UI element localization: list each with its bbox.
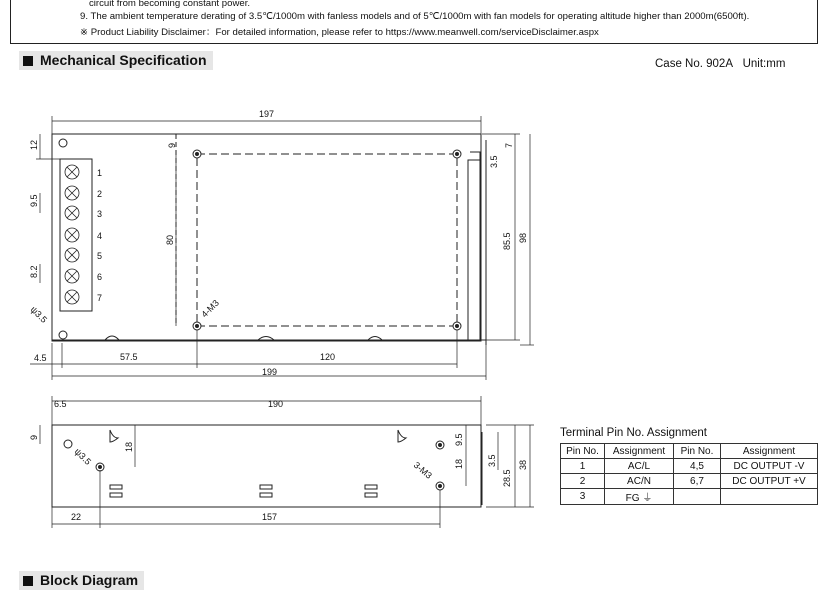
label-ground-hole-side: ψ3.5	[72, 446, 94, 467]
table-row	[561, 474, 818, 489]
table-header-row	[561, 444, 818, 459]
col-header: Pin No.	[561, 444, 605, 459]
terminal-numbers	[97, 168, 102, 303]
dim-side-hole-span: 157	[262, 512, 278, 522]
terminal-number: 6	[97, 272, 103, 282]
dim-side-offset: 6.5	[54, 399, 67, 409]
dim-hole-top: 9	[167, 142, 177, 148]
mechanical-spec-title: Mechanical Specification	[40, 52, 207, 68]
dim-terminal-pitch-a: 9.5	[29, 194, 39, 207]
dim-side-height-a: 9	[29, 434, 39, 440]
dim-right-top-b: 3.5	[489, 155, 499, 168]
table-row	[561, 489, 818, 505]
heading-square-icon	[23, 576, 33, 586]
dim-side-hole-offset: 22	[71, 512, 82, 522]
dim-side-height-c: 18	[454, 458, 464, 469]
terminal-number: 4	[97, 231, 103, 241]
dim-side-height-f: 28.5	[502, 469, 512, 487]
table-cell: 6,7	[674, 474, 721, 489]
table-cell: DC OUTPUT +V	[721, 474, 818, 489]
case-number: Case No. 902A	[655, 58, 733, 70]
table-cell: AC/N	[605, 474, 674, 489]
terminal-number: 1	[97, 168, 103, 178]
block-diagram-title: Block Diagram	[40, 572, 139, 588]
top-view-dashed-outline	[197, 154, 457, 326]
dim-width-base: 199	[262, 367, 278, 377]
unit-label: Unit:mm	[742, 58, 786, 70]
terminal-table	[560, 443, 818, 505]
terminal-table-title: Terminal Pin No. Assignment	[560, 427, 708, 439]
table-cell: AC/L	[605, 459, 674, 474]
table-cell: DC OUTPUT -V	[721, 459, 818, 474]
dim-terminal-pitch-b: 8.2	[29, 265, 39, 278]
table-cell: 1	[561, 459, 605, 474]
table-cell	[721, 489, 818, 505]
note-line-1: circuit from becoming constant power.	[89, 0, 251, 9]
table-row	[561, 459, 818, 474]
dim-hole-vertical: 80	[165, 234, 175, 245]
dim-side-height-d: 9.5	[454, 433, 464, 446]
table-cell: 3	[561, 489, 605, 505]
note-line-2: 9. The ambient temperature derating of 3.5℃/1000m with fanless models and of 5℃/1000m with fan models for operating altitude higher than 2000m(6500ft).	[80, 11, 750, 22]
dim-width-total: 197	[259, 109, 275, 119]
terminal-number: 5	[97, 251, 103, 261]
dim-side-height-e: 3.5	[487, 454, 497, 467]
label-mount-holes-side: 3-M3	[411, 459, 434, 481]
label-mount-holes-top: 4-M3	[199, 297, 221, 320]
dim-offset-left: 4.5	[34, 353, 47, 363]
terminal-number: 7	[97, 293, 103, 303]
terminal-number: 3	[97, 209, 103, 219]
col-header: Assignment	[605, 444, 674, 459]
dim-hole-span: 120	[320, 352, 336, 362]
mounting-holes	[59, 139, 461, 490]
top-view-side-flange	[468, 160, 480, 340]
dim-height-inner: 85.5	[502, 232, 512, 250]
dim-right-top-a: 7	[504, 142, 514, 148]
table-cell: FG ⏚	[605, 489, 674, 505]
dim-hole-span-left: 57.5	[120, 352, 138, 362]
dim-side-height-total: 38	[518, 459, 528, 470]
block-diagram-heading	[19, 571, 144, 590]
dim-height-total: 98	[518, 232, 528, 243]
terminal-number: 2	[97, 189, 103, 199]
col-header: Assignment	[721, 444, 818, 459]
dim-side-length: 190	[268, 399, 284, 409]
col-header: Pin No.	[674, 444, 721, 459]
label-ground-hole-top: ψ3.5	[28, 304, 50, 325]
table-cell: 2	[561, 474, 605, 489]
terminal-screws	[65, 165, 79, 304]
note-line-3: ※ Product Liability Disclaimer：For detailed information, please refer to https://www.meanwell.com/serviceDisclaimer.aspx	[80, 27, 599, 38]
dim-side-height-b: 18	[124, 441, 134, 452]
table-cell: 4,5	[674, 459, 721, 474]
top-view-outline	[52, 134, 481, 341]
dim-top-margin: 12	[29, 139, 39, 150]
table-cell	[674, 489, 721, 505]
